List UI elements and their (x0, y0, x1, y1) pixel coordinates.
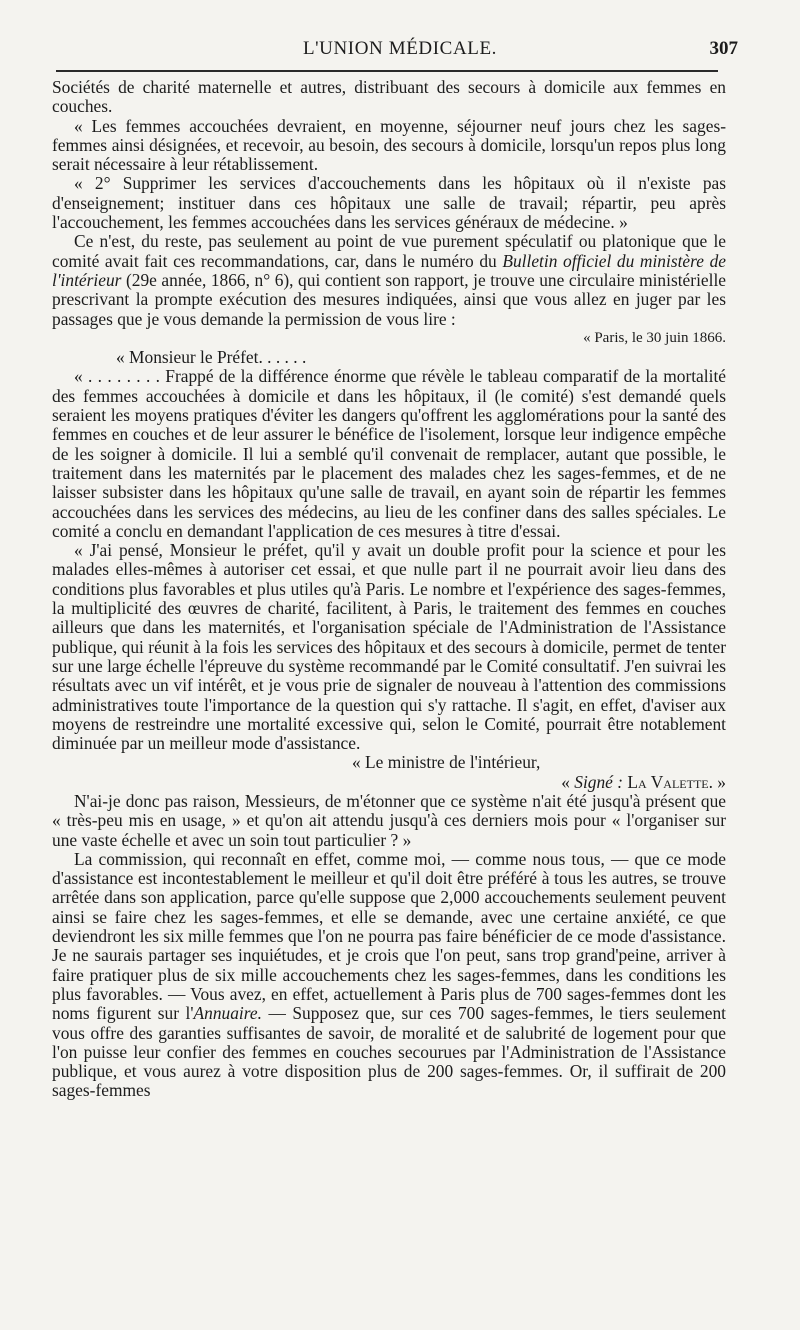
signatory-name: La Valette. (627, 771, 713, 792)
paragraph-2: « Les femmes accouchées devraient, en moyenne, séjourner neuf jours chez les sages-femmes ainsi désignées, et recevoir, au besoin, des secours à domicile, lorsqu'un repos plus long serait nécessaire à leur rétablissement. (52, 115, 726, 175)
paragraph-8-text-a: La commission, qui reconnaît en effet, comme moi, — comme nous tous, — que ce mode d'assistance est incontestablement le meilleur et qu'il doit être préféré à tous les autres, se trouve arrêtée dans son application, parce qu'elle suppose que 2,000 accouchements seulement peuvent ainsi se faire chez les sages-femmes, et elle se demande, avec une certaine anxiété, ce que deviendront les six mille femmes que l'on ne pourra pas faire bénéficier de ce mode d'assistance. Je ne saurais partager ses inquiétudes, et je crois que l'on peut, sans trop grand'peine, arriver à faire pratiquer plus de six mille accouchements chez les sages-femmes, dans les conditions les plus favorables. — Vous avez, en effet, actuellement à Paris plus de 700 sages-femmes dont les noms figurent sur l' (52, 848, 726, 1024)
page-body (52, 78, 726, 1101)
running-title: L'UNION MÉDICALE. (302, 38, 498, 59)
annuaire-title: Annuaire. (193, 1003, 262, 1024)
paragraph-4-text-a: Ce n'est, du reste, pas seulement au point de vue purement spéculatif ou platonique que le comité avait fait ces recommandations, car, dans le numéro du (52, 231, 726, 271)
paragraph-8 (52, 850, 726, 1101)
dateline: « Paris, le 30 juin 1866. (583, 329, 726, 346)
salutation: « Monsieur le Préfet. . . . . . (116, 347, 307, 368)
closing-minister: « Le ministre de l'intérieur, (352, 752, 541, 773)
page-number: 307 (709, 38, 738, 59)
paragraph-6: « J'ai pensé, Monsieur le préfet, qu'il y avait un double profit pour la science et pour les malades elles-mêmes à autoriser cet essai, et que nulle part il ne pourrait avoir lieu dans des conditions plus favorables et plus utiles qu'à Paris. Le nombre et l'expérience des sages-femmes, la multiplicité des œuvres de charité, facilitent, à Paris, le traitement des femmes en couches ailleurs que dans les maternités, et l'organisation spéciale de l'Administration de l'Assistance publique, qui réunit à la fois les services des hôpitaux et des secours à domicile, permet de tenter sur une large échelle l'épreuve du système recommandé par le Comité consultatif. J'en suivrai les résultats avec un vif intérêt, et je vous prie de signaler de nouveau à l'attention des commissions administratives toute l'importance de la question qui s'y rattache. Il s'agit, en effet, d'aviser aux moyens de restreindre une mortalité excessive qui, selon le Comité, pourrait être notablement diminuée par un meilleur mode d'assistance. (52, 540, 726, 754)
paragraph-5: « . . . . . . . . Frappé de la différence énorme que révèle le tableau comparatif de la mortalité des femmes accouchées à domicile et dans les hôpitaux, il (le comité) s'est demandé quels seraient les moyens pratiques d'éviter les dangers qu'offrent les agglomérations pour la santé des femmes en couches et de leur assurer le bénéfice de l'isolement, lorsque leur indigence empêche de les soigner à domicile. Il lui a semblé qu'il convenait de remplacer, autant que possible, le traitement dans les maternités par le placement des malades chez les sages-femmes, et de ne laisser subsister dans les hôpitaux qu'une salle de travail, en ayant soin de répartir les femmes accouchées dans les services des médecins, au lieu de les confiner dans des salles spéciales. Le comité a conclu en demandant l'application de ces mesures à titre d'essai. (52, 366, 726, 541)
header-rule (56, 70, 718, 72)
signed-label: Signé : (574, 771, 624, 792)
paragraph-4 (52, 232, 726, 328)
paragraph-1: Sociétés de charité maternelle et autres, distribuant des secours à domicile aux femmes en couches. (52, 77, 726, 117)
paragraph-3: « 2° Supprimer les services d'accouchements dans les hôpitaux où il n'existe pas d'enseignement; instituer dans ces hôpitaux une salle de travail; répartir, peu après l'accouchement, les femmes accouchées dans les services généraux de médecine. » (52, 173, 726, 233)
page-header (0, 36, 800, 64)
closing-signature: « Signé : La Valette. » (561, 771, 726, 792)
paragraph-4-text-b: (29e année, 1866, n° 6), qui contient son rapport, je trouve une circulaire ministérielle prescrivant la prompte exécution des mesures indiquées, ainsi que vous allez en juger par les passages que je vous demande la permission de vous lire : (52, 269, 726, 329)
paragraph-8-text-b: — Supposez que, sur ces 700 sages-femmes, le tiers seulement vous offre des garanties suffisantes de savoir, de moralité et de salubrité de logement pour que l'on puisse leur confier des femmes en couches secourues par l'Administration de l'Assistance publique, et vous aurez à votre disposition plus de 200 sages-femmes. Or, il suffirait de 200 sages-femmes (52, 1003, 726, 1101)
paragraph-7: N'ai-je donc pas raison, Messieurs, de m'étonner que ce système n'ait été jusqu'à présent que « très-peu mis en usage, » et qu'on ait attendu jusqu'à ces derniers mois pour « l'organiser sur une vaste échelle et avec un soin tout particulier ? » (52, 790, 726, 850)
bulletin-title: Bulletin officiel du ministère de l'intérieur (52, 250, 726, 290)
